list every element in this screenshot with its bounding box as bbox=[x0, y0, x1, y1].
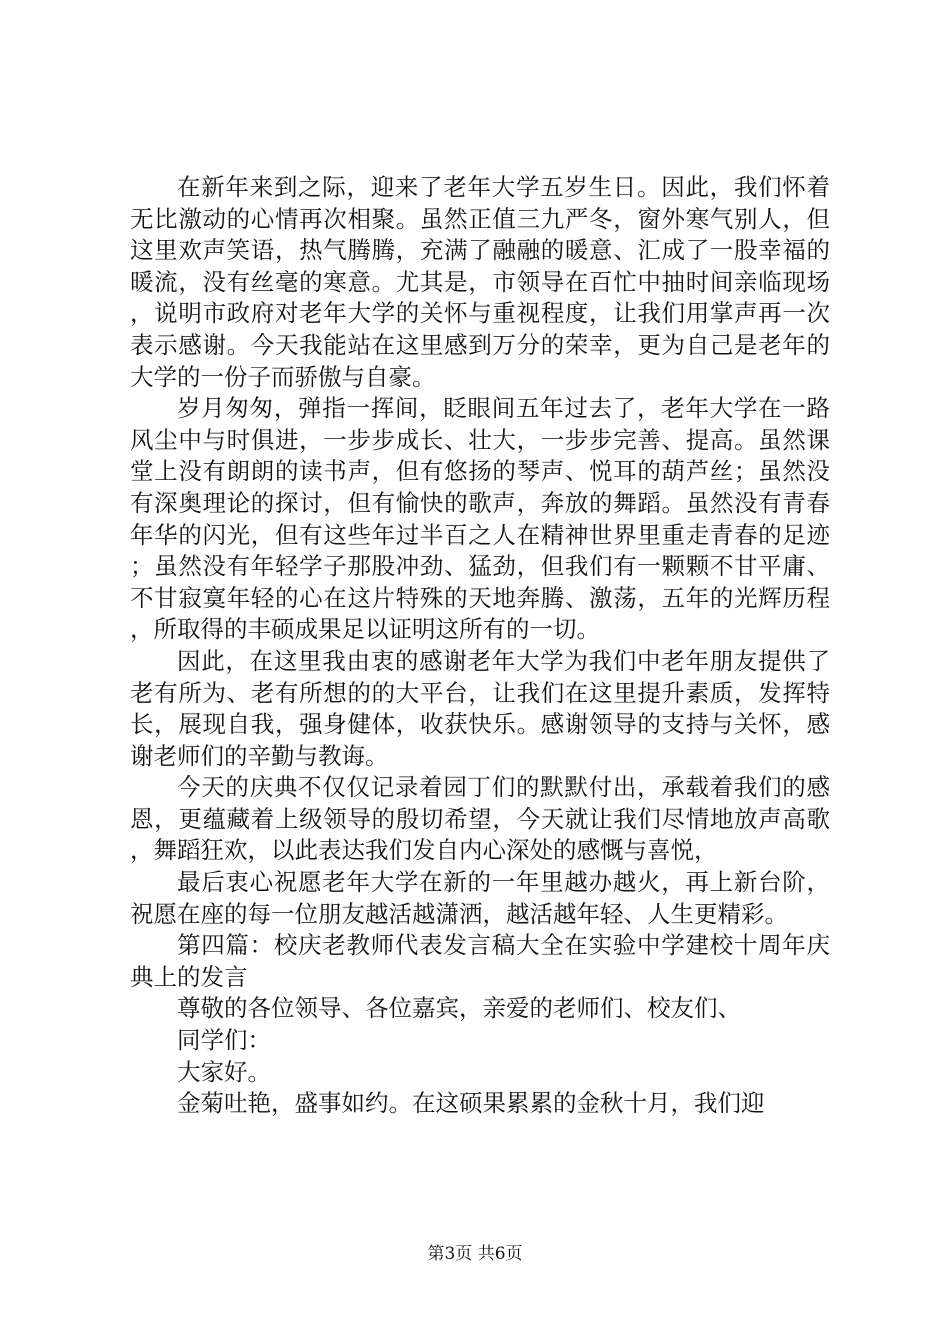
greeting-line: 大家好。 bbox=[177, 1057, 271, 1086]
opening-line: 金菊吐艳，盛事如约。在这硕果累累的金秋十月，我们迎 bbox=[177, 1089, 765, 1118]
page-number-footer: 第3页 共6页 bbox=[427, 1244, 523, 1264]
paragraph-thanks: 因此，在这里我由衷的感谢老年大学为我们中老年朋友提供了老有所为、老有所想的的大平台，让我们在这里提升素质，发挥特长，展现自我，强身健体，收获快乐。感谢领导的支持与关怀，感谢老师们的辛勤与教诲。 bbox=[130, 646, 830, 770]
document-body bbox=[130, 172, 830, 1120]
salutation-line: 尊敬的各位领导、各位嘉宾，亲爱的老师们、校友们、 bbox=[177, 994, 741, 1023]
paragraph-celebration: 今天的庆典不仅仅记录着园丁们的默默付出，承载着我们的感恩，更蕴藏着上级领导的殷切希望，今天就让我们尽情地放声高歌，舞蹈狂欢，以此表达我们发自内心深处的感慨与喜悦， bbox=[130, 773, 830, 865]
salutation-line-students: 同学们： bbox=[177, 1026, 271, 1055]
paragraph-anniversary-greeting: 在新年来到之际，迎来了老年大学五岁生日。因此，我们怀着无比激动的心情再次相聚。虽然正值三九严冬，窗外寒气别人，但这里欢声笑语，热气腾腾，充满了融融的暖意、汇成了一股幸福的暖流，没有丝毫的寒意。尤其是，市领导在百忙中抽时间亲临现场，说明市政府对老年大学的关怀与重视程度，让我们用掌声再一次表示感谢。今天我能站在这里感到万分的荣幸，更为自己是老年的大学的一份子而骄傲与自豪。 bbox=[130, 173, 830, 391]
section-heading-part-four: 第四篇：校庆老教师代表发言稿大全在实验中学建校十周年庆典上的发言 bbox=[130, 931, 830, 991]
paragraph-five-years: 岁月匆匆，弹指一挥间，眨眼间五年过去了，老年大学在一路风尘中与时俱进，一步步成长、壮大，一步步完善、提高。虽然课堂上没有朗朗的读书声，但有悠扬的琴声、悦耳的葫芦丝；虽然没有深奥理论的探讨，但有愉快的歌声，奔放的舞蹈。虽然没有青春年华的闪光，但有这些年过半百之人在精神世界里重走青春的足迹；虽然没有年轻学子那股冲劲、猛劲，但我们有一颗颗不甘平庸、不甘寂寞年轻的心在这片特殊的天地奔腾、激荡，五年的光辉历程，所取得的丰硕成果足以证明这所有的一切。 bbox=[130, 394, 830, 644]
paragraph-closing-wishes: 最后衷心祝愿老年大学在新的一年里越办越火，再上新台阶，祝愿在座的每一位朋友越活越潇洒，越活越年轻、人生更精彩。 bbox=[130, 868, 830, 928]
